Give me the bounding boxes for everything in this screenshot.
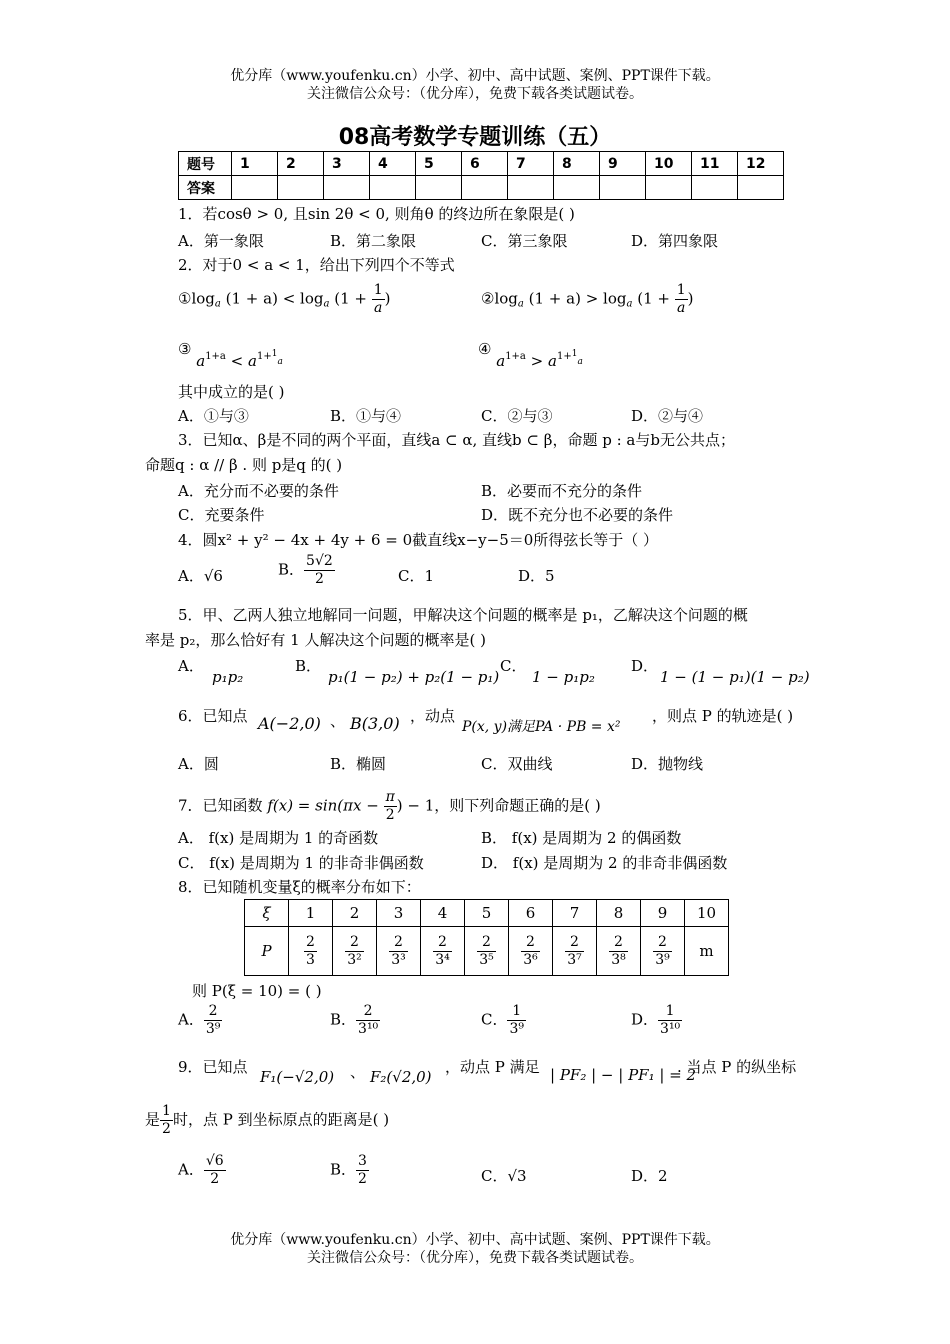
answer-table-number-row xyxy=(179,152,784,176)
q9-option-d: D．2 xyxy=(631,1167,668,1185)
q2-option-c: C．②与③ xyxy=(481,407,553,425)
answer-table-number: 11 xyxy=(692,152,738,176)
q1-stem: 1．若cosθ > 0, 且sin 2θ < 0, 则角θ 的终边所在象限是( ) xyxy=(178,205,575,223)
answer-table-number: 3 xyxy=(324,152,370,176)
fraction: $\frac{1}{a}$ xyxy=(373,282,383,316)
answer-table-number: 5 xyxy=(416,152,462,176)
q4-option-a: A．√6 xyxy=(178,567,223,585)
q7-option-d: D． f(x) 是周期为 2 的非奇非偶函数 xyxy=(481,854,728,872)
table-cell: $\frac{2}{\text{3⁵}}$ xyxy=(465,927,509,976)
answer-table-number: 7 xyxy=(508,152,554,176)
q8-option-d: D． $\frac{1}{\text{3¹⁰}}$ xyxy=(631,1003,681,1037)
table-cell: $\frac{2}{\text{3²}}$ xyxy=(333,927,377,976)
page-title: 08高考数学专题训练（五） xyxy=(338,125,612,150)
q9-separator: 、 xyxy=(350,1063,366,1081)
q3-line-2: 命题q : α // β . 则 p是q 的( ) xyxy=(145,456,343,474)
q5-option-b-label: B． xyxy=(295,657,322,675)
answer-blank[interactable] xyxy=(600,176,646,200)
q4-option-b: B． $\frac{5√2}{2}$ xyxy=(278,553,333,587)
answer-blank[interactable] xyxy=(416,176,462,200)
q1-option-a: A．第一象限 xyxy=(178,232,264,250)
q2-inequality-3: ③ $a^{1+a} < a^{1+1}a$ xyxy=(178,340,283,370)
table-cell: 7 xyxy=(553,900,597,927)
table-cell: $\frac{2}{\text{3⁴}}$ xyxy=(421,927,465,976)
table-cell: 6 xyxy=(509,900,553,927)
q2-inequality-4: ④ $a^{1+a} > a^{1+1}a$ xyxy=(478,340,583,370)
q1-option-b: B．第二象限 xyxy=(330,232,417,250)
table-cell: 5 xyxy=(465,900,509,927)
q9-option-a: A． $\frac{√6}{2}$ xyxy=(178,1153,224,1187)
answer-table xyxy=(178,151,784,200)
answer-table-number: 6 xyxy=(462,152,508,176)
q5-option-d-value: 1 − (1 − p₁)(1 − p₂) xyxy=(660,668,810,686)
answer-blank[interactable] xyxy=(370,176,416,200)
q6-separator: 、 xyxy=(330,712,346,730)
table-cell: $\frac{2}{\text{3⁶}}$ xyxy=(509,927,553,976)
q9-focus-1: F₁(−√2,0) xyxy=(260,1068,335,1086)
q2-option-a: A．①与③ xyxy=(178,407,249,425)
q8-option-a: A． $\frac{2}{\text{3⁹}}$ xyxy=(178,1003,221,1037)
q9-line-2: 是 $\frac{1}{2}$ 时，点 P 到坐标原点的距离是( ) xyxy=(145,1103,390,1137)
q4-option-c: C．1 xyxy=(398,567,435,585)
q9-option-b: B． $\frac{3}{2}$ xyxy=(330,1153,367,1187)
q1-option-c: C．第三象限 xyxy=(481,232,568,250)
q5-option-c-value: 1 − p₁p₂ xyxy=(532,668,595,686)
q6-option-b: B．椭圆 xyxy=(330,755,387,773)
q6-condition: P(x, y)满足PA · PB = x² xyxy=(462,719,621,735)
header-line-1: 优分库（www.youfenku.cn）小学、初中、高中试题、案例、PPT课件下载。 xyxy=(230,68,720,84)
q9-focus-2: F₂(√2,0) xyxy=(370,1068,432,1086)
q9-option-c: C．√3 xyxy=(481,1167,527,1185)
q8-ask: 则 P(ξ = 10) = ( ) xyxy=(192,982,322,1000)
answer-blank[interactable] xyxy=(692,176,738,200)
answer-blank[interactable] xyxy=(324,176,370,200)
footer-line-1: 优分库（www.youfenku.cn）小学、初中、高中试题、案例、PPT课件下载。 xyxy=(230,1232,720,1248)
answer-blank[interactable] xyxy=(508,176,554,200)
q6-moving-point: ，动点 xyxy=(410,707,456,725)
answer-table-number: 12 xyxy=(738,152,784,176)
answer-blank[interactable] xyxy=(278,176,324,200)
table-row xyxy=(245,927,729,976)
answer-blank[interactable] xyxy=(462,176,508,200)
answer-table-number: 1 xyxy=(232,152,278,176)
q2-option-b: B．①与④ xyxy=(330,407,402,425)
q5-option-d-label: D． xyxy=(631,657,659,675)
q8-option-b: B． $\frac{2}{\text{3¹⁰}}$ xyxy=(330,1003,379,1037)
answer-table-number: 2 xyxy=(278,152,324,176)
q2-stem: 2．对于0 < a < 1，给出下列四个不等式 xyxy=(178,256,455,274)
answer-table-row-label: 答案 xyxy=(179,176,232,200)
q9-moving-point: ，动点 P 满足 xyxy=(445,1058,540,1076)
fraction: $\frac{\pi}{2}$ xyxy=(385,789,395,823)
q7-option-a: A． f(x) 是周期为 1 的奇函数 xyxy=(178,829,379,847)
q8-stem: 8．已知随机变量ξ的概率分布如下： xyxy=(178,878,421,896)
q2-inequality-1: $①\log_a$ $(1 + a) < \log_a (1$ + $\frac{1}{a}$ ) xyxy=(178,282,391,316)
fraction: $\frac{1}{a}$ xyxy=(676,282,686,316)
footer-line-2: 关注微信公众号：（优分库），免费下载各类试题试卷。 xyxy=(307,1250,643,1266)
table-header-xi: ξ xyxy=(245,900,289,927)
q5-line-2: 率是 p₂，那么恰好有 1 人解决这个问题的概率是( ) xyxy=(145,631,486,649)
q1-option-d: D．第四象限 xyxy=(631,232,719,250)
q6-option-a: A．圆 xyxy=(178,755,219,773)
q9-stem-start: 9．已知点 xyxy=(178,1058,248,1076)
q5-option-a-label: A． xyxy=(178,657,204,675)
q3-option-b: B．必要而不充分的条件 xyxy=(481,482,643,500)
answer-blank[interactable] xyxy=(232,176,278,200)
q7-stem: 7．已知函数 f(x) = sin(πx − $\frac{\pi}{2}$ ) − 1，则下列命题正确的是( ) xyxy=(178,789,601,823)
table-cell: 2 xyxy=(333,900,377,927)
q6-question: ，则点 P 的轨迹是( ) xyxy=(652,707,794,725)
answer-table-row-label: 题号 xyxy=(179,152,232,176)
table-cell: m xyxy=(685,927,729,976)
header-line-2: 关注微信公众号：（优分库），免费下载各类试题试卷。 xyxy=(307,86,643,102)
answer-blank[interactable] xyxy=(554,176,600,200)
q3-option-a: A．充分而不必要的条件 xyxy=(178,482,339,500)
q7-option-b: B． f(x) 是周期为 2 的偶函数 xyxy=(481,829,682,847)
q5-option-b-value: p₁(1 − p₂) + p₂(1 − p₁) xyxy=(328,668,500,686)
answer-table-number: 8 xyxy=(554,152,600,176)
answer-table-answer-row xyxy=(179,176,784,200)
answer-table-number: 10 xyxy=(646,152,692,176)
answer-blank[interactable] xyxy=(646,176,692,200)
fraction: $\frac{5√2}{2}$ xyxy=(306,553,333,587)
q3-option-c: C．充要条件 xyxy=(178,506,265,524)
q6-option-d: D．抛物线 xyxy=(631,755,704,773)
table-cell: $\frac{2}{\text{3⁹}}$ xyxy=(641,927,685,976)
answer-table-number: 4 xyxy=(370,152,416,176)
q3-option-d: D．既不充分也不必要的条件 xyxy=(481,506,674,524)
q2-inequality-2: $②\log_a$ $(1 + a) > \log_a (1$ + $\frac{1}{a}$ ) xyxy=(481,282,694,316)
q6-point-b: B(3,0) xyxy=(350,714,400,733)
q2-conclusion: 其中成立的是( ) xyxy=(178,383,285,401)
q6-stem-start: 6．已知点 xyxy=(178,707,248,725)
q3-line-1: 3．已知α、β是不同的两个平面，直线a ⊂ α, 直线b ⊂ β，命题 p : a与b无公共点； xyxy=(178,431,735,449)
table-cell: $\frac{2}{3}$ xyxy=(289,927,333,976)
q2-option-d: D．②与④ xyxy=(631,407,704,425)
probability-table xyxy=(244,899,729,976)
q7-option-c: C． f(x) 是周期为 1 的非奇非偶函数 xyxy=(178,854,424,872)
answer-table-number: 9 xyxy=(600,152,646,176)
q9-stem-end: . 当点 P 的纵坐标 xyxy=(677,1058,797,1076)
table-cell: 3 xyxy=(377,900,421,927)
q8-option-c: C． $\frac{1}{\text{3⁹}}$ xyxy=(481,1003,525,1037)
table-row xyxy=(245,900,729,927)
table-cell: 10 xyxy=(685,900,729,927)
q5-line-1: 5．甲、乙两人独立地解同一问题，甲解决这个问题的概率是 p₁，乙解决这个问题的概 xyxy=(178,606,748,624)
table-cell: 8 xyxy=(597,900,641,927)
q9-condition: | PF₂ | − | PF₁ | = 2 xyxy=(550,1066,697,1084)
q4-option-d: D．5 xyxy=(518,567,555,585)
q5-option-a-value: p₁p₂ xyxy=(212,668,244,686)
answer-blank[interactable] xyxy=(738,176,784,200)
q6-option-c: C．双曲线 xyxy=(481,755,553,773)
q5-option-c-label: C． xyxy=(500,657,527,675)
table-cell: 1 xyxy=(289,900,333,927)
table-cell: $\frac{2}{\text{3³}}$ xyxy=(377,927,421,976)
q4-stem: 4．圆x² + y² − 4x + 4y + 6 = 0截直线x−y−5＝0所得弦长等于（ ） xyxy=(178,531,659,549)
table-cell: 9 xyxy=(641,900,685,927)
table-cell: $\frac{2}{\text{3⁷}}$ xyxy=(553,927,597,976)
table-header-p: P xyxy=(245,927,289,976)
table-cell: 4 xyxy=(421,900,465,927)
q6-point-a: A(−2,0) xyxy=(258,714,321,733)
table-cell: $\frac{2}{\text{3⁸}}$ xyxy=(597,927,641,976)
